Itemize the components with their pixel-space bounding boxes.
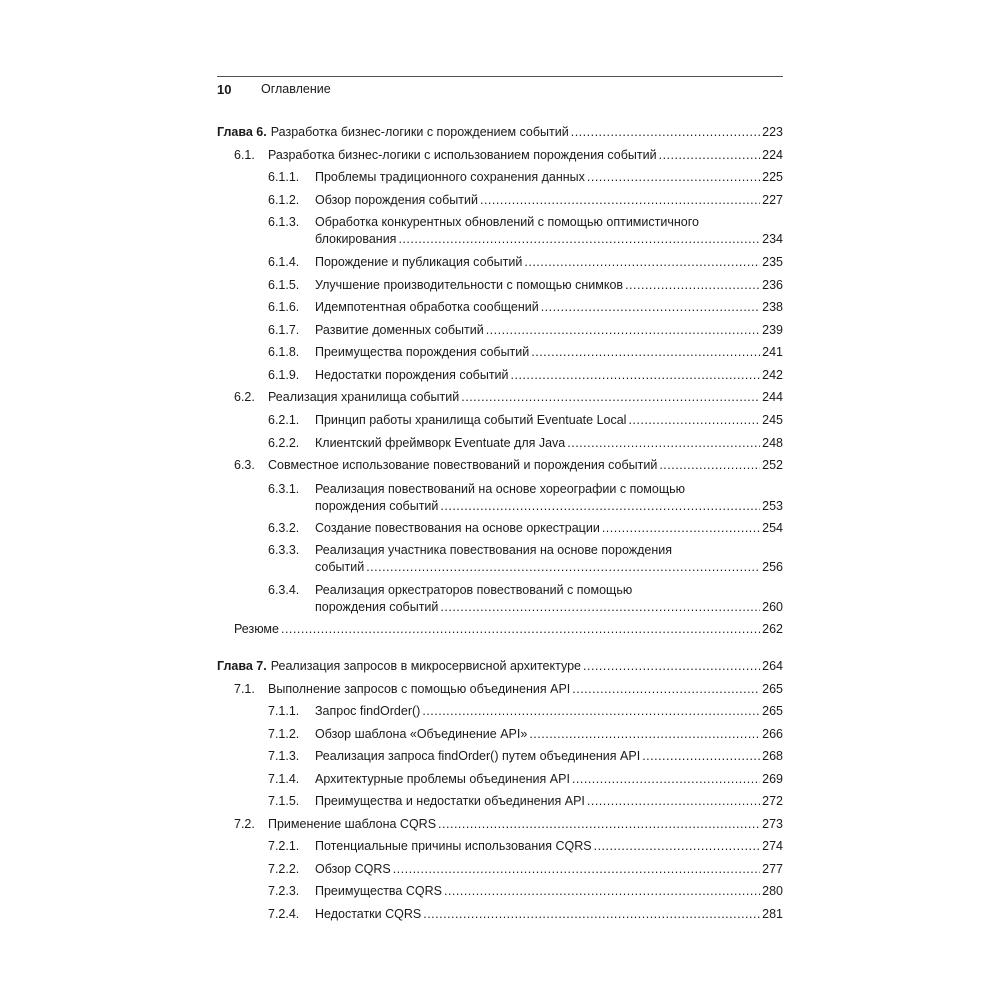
- toc-entry[interactable]: [268, 520, 783, 537]
- toc-entry-number: 6.1.9.: [268, 368, 300, 382]
- toc-entry-title: Выполнение запросов с помощью объединения API: [268, 682, 571, 696]
- dot-leader: [587, 169, 760, 186]
- toc-entry[interactable]: [234, 389, 783, 406]
- toc-entry[interactable]: [268, 883, 783, 900]
- toc-entry[interactable]: [268, 542, 783, 576]
- toc-entry-title: блокирования: [315, 232, 397, 246]
- toc-entry[interactable]: [268, 793, 783, 810]
- toc-entry[interactable]: [268, 192, 783, 209]
- chapter-label: Глава 6.: [217, 125, 267, 139]
- toc-entry[interactable]: [268, 838, 783, 855]
- dot-leader: [393, 861, 760, 878]
- dot-leader: [659, 457, 760, 474]
- toc-page-number: 274: [762, 839, 783, 853]
- toc-entry-number: 7.1.1.: [268, 704, 300, 718]
- toc-entry-title: Идемпотентная обработка сообщений: [315, 300, 539, 314]
- toc-entry-title: Порождение и публикация событий: [315, 255, 523, 269]
- dot-leader: [423, 906, 760, 923]
- toc-page-number: 248: [762, 436, 783, 450]
- toc-entry-number: 7.1.3.: [268, 749, 300, 763]
- toc-entry-title: Недостатки CQRS: [315, 907, 422, 921]
- dot-leader: [398, 231, 760, 248]
- toc-page-number: 239: [762, 323, 783, 337]
- toc-entry[interactable]: [234, 681, 783, 698]
- dot-leader: [625, 277, 760, 294]
- toc-page-number: 252: [762, 458, 783, 472]
- toc-entry-title: Обзор порождения событий: [315, 193, 478, 207]
- toc-page-number: 245: [762, 413, 783, 427]
- toc-entry-number: 6.1.6.: [268, 300, 300, 314]
- toc-entry[interactable]: [268, 322, 783, 339]
- toc-page-number: 254: [762, 521, 783, 535]
- toc-entry[interactable]: [268, 861, 783, 878]
- dot-leader: [531, 344, 760, 361]
- toc-entry[interactable]: [268, 277, 783, 294]
- dot-leader: [461, 389, 760, 406]
- toc-entry-number: 7.1.4.: [268, 772, 300, 786]
- dot-leader: [480, 192, 760, 209]
- toc-entry[interactable]: [234, 457, 783, 474]
- toc-entry-number: 6.1.3.: [268, 215, 300, 229]
- toc-entry[interactable]: [268, 481, 783, 515]
- toc-entry-title-line1: Обработка конкурентных обновлений с помощью оптимистичного: [315, 215, 699, 229]
- toc-entry-title: порождения событий: [315, 499, 439, 513]
- toc-entry[interactable]: [234, 816, 783, 833]
- toc-entry-title: Реализация хранилища событий: [268, 390, 460, 404]
- toc-entry-number: 6.1.8.: [268, 345, 300, 359]
- toc-page-number: 253: [762, 499, 783, 513]
- dot-leader: [281, 621, 760, 638]
- toc-page-number: 260: [762, 600, 783, 614]
- toc-page-number: 238: [762, 300, 783, 314]
- toc-entry-title-line1: Реализация оркестраторов повествований с помощью: [315, 583, 633, 597]
- toc-entry-title: Потенциальные причины использования CQRS: [315, 839, 592, 853]
- dot-leader: [440, 498, 760, 515]
- toc-entry-title: Реализация запросов в микросервисной архитектуре: [270, 659, 582, 673]
- toc-entry[interactable]: [234, 621, 783, 638]
- toc-entry-title: Недостатки порождения событий: [315, 368, 509, 382]
- toc-page-number: 223: [762, 125, 783, 139]
- toc-page-number: 256: [762, 560, 783, 574]
- toc-entry-title: Улучшение производительности с помощью снимков: [315, 278, 624, 292]
- toc-entry-title-line1: Реализация участника повествования на основе порождения: [315, 543, 673, 557]
- toc-entry-number: 7.2.1.: [268, 839, 300, 853]
- toc-entry-number: 7.2.3.: [268, 884, 300, 898]
- dot-leader: [524, 254, 760, 271]
- toc-entry-title-line1: Реализация повествований на основе хореографии с помощью: [315, 482, 686, 496]
- toc-entry-number: 6.1.7.: [268, 323, 300, 337]
- dot-leader: [438, 816, 760, 833]
- toc-entry-number: 6.1.1.: [268, 170, 300, 184]
- toc-entry[interactable]: [268, 299, 783, 316]
- dot-leader: [444, 883, 760, 900]
- dot-leader: [511, 367, 761, 384]
- toc-entry-title: Реализация запроса findOrder() путем объединения API: [315, 749, 641, 763]
- toc-page-number: 268: [762, 749, 783, 763]
- toc-page-number: 224: [762, 148, 783, 162]
- toc-entry-title: Принцип работы хранилища событий Eventuate Local: [315, 413, 627, 427]
- toc-entry-number: 6.2.2.: [268, 436, 300, 450]
- toc-entry-number: 7.1.: [234, 682, 255, 696]
- toc-entry-number: 7.1.5.: [268, 794, 300, 808]
- dot-leader: [602, 520, 760, 537]
- running-title: Оглавление: [261, 82, 331, 96]
- toc-page-number: 227: [762, 193, 783, 207]
- toc-entry[interactable]: [268, 726, 783, 743]
- toc-entry[interactable]: [234, 147, 783, 164]
- toc-chapter[interactable]: [217, 658, 783, 675]
- toc-entry-title: Обзор CQRS: [315, 862, 391, 876]
- dot-leader: [571, 124, 760, 141]
- toc-page-number: 242: [762, 368, 783, 382]
- toc-entry-number: 7.2.4.: [268, 907, 300, 921]
- toc-entry-title: Запрос findOrder(): [315, 704, 421, 718]
- toc-page-number: 265: [762, 704, 783, 718]
- table-of-contents: [217, 0, 783, 1000]
- toc-entry-title: Резюме: [234, 622, 279, 636]
- toc-entry[interactable]: [268, 169, 783, 186]
- toc-entry[interactable]: [268, 748, 783, 765]
- dot-leader: [659, 147, 761, 164]
- dot-leader: [642, 748, 760, 765]
- dot-leader: [594, 838, 761, 855]
- toc-page-number: 272: [762, 794, 783, 808]
- book-page: [217, 0, 783, 1000]
- dot-leader: [587, 793, 760, 810]
- toc-entry-number: 6.1.5.: [268, 278, 300, 292]
- toc-page-number: 266: [762, 727, 783, 741]
- toc-entry-title: Разработка бизнес-логики с порождением событий: [270, 125, 569, 139]
- toc-entry-title: Преимущества и недостатки объединения API: [315, 794, 585, 808]
- toc-entry-number: 6.3.2.: [268, 521, 300, 535]
- page-number: 10: [217, 82, 232, 97]
- toc-entry-title: порождения событий: [315, 600, 439, 614]
- toc-entry-title: событий: [315, 560, 365, 574]
- toc-entry-number: 7.2.: [234, 817, 255, 831]
- toc-entry[interactable]: [268, 703, 783, 720]
- dot-leader: [440, 599, 760, 616]
- dot-leader: [583, 658, 760, 675]
- toc-entry[interactable]: [268, 344, 783, 361]
- toc-page-number: 234: [762, 232, 783, 246]
- toc-page-number: 244: [762, 390, 783, 404]
- dot-leader: [572, 681, 760, 698]
- toc-entry[interactable]: [268, 582, 783, 616]
- toc-page-number: 241: [762, 345, 783, 359]
- toc-entry-title: Архитектурные проблемы объединения API: [315, 772, 570, 786]
- toc-entry[interactable]: [268, 214, 783, 248]
- toc-entry-title: Обзор шаблона «Объединение API»: [315, 727, 528, 741]
- toc-entry-number: 6.3.3.: [268, 543, 300, 557]
- dot-leader: [572, 771, 760, 788]
- toc-entry-title: Применение шаблона CQRS: [268, 817, 437, 831]
- toc-entry[interactable]: [268, 412, 783, 429]
- toc-entry-number: 6.1.4.: [268, 255, 300, 269]
- toc-page-number: 265: [762, 682, 783, 696]
- toc-entry-title: Клиентский фреймворк Eventuate для Java: [315, 436, 566, 450]
- chapter-label: Глава 7.: [217, 659, 267, 673]
- toc-entry-title: Создание повествования на основе оркестрации: [315, 521, 600, 535]
- toc-entry-title: Проблемы традиционного сохранения данных: [315, 170, 585, 184]
- toc-entry[interactable]: [268, 367, 783, 384]
- toc-entry-title: Разработка бизнес-логики с использованием порождения событий: [268, 148, 657, 162]
- dot-leader: [541, 299, 760, 316]
- toc-page-number: 264: [762, 659, 783, 673]
- toc-entry-number: 6.3.1.: [268, 482, 300, 496]
- toc-entry-title: Преимущества CQRS: [315, 884, 442, 898]
- toc-entry-number: 6.3.4.: [268, 583, 300, 597]
- dot-leader: [529, 726, 760, 743]
- toc-page-number: 235: [762, 255, 783, 269]
- toc-page-number: 236: [762, 278, 783, 292]
- dot-leader: [366, 559, 760, 576]
- toc-page-number: 273: [762, 817, 783, 831]
- toc-page-number: 281: [762, 907, 783, 921]
- toc-entry-number: 7.1.2.: [268, 727, 300, 741]
- toc-page-number: 277: [762, 862, 783, 876]
- dot-leader: [628, 412, 760, 429]
- toc-entry-number: 6.3.: [234, 458, 255, 472]
- toc-page-number: 280: [762, 884, 783, 898]
- toc-entry-title: Развитие доменных событий: [315, 323, 484, 337]
- toc-entry[interactable]: [268, 435, 783, 452]
- toc-entry-number: 6.2.: [234, 390, 255, 404]
- toc-entry-title: Совместное использование повествований и порождения событий: [268, 458, 658, 472]
- toc-page-number: 269: [762, 772, 783, 786]
- toc-entry[interactable]: [268, 771, 783, 788]
- dot-leader: [422, 703, 760, 720]
- toc-entry[interactable]: [268, 254, 783, 271]
- toc-page-number: 262: [762, 622, 783, 636]
- toc-entry-number: 6.1.2.: [268, 193, 300, 207]
- toc-entry-number: 6.2.1.: [268, 413, 300, 427]
- dot-leader: [486, 322, 760, 339]
- toc-entry-number: 6.1.: [234, 148, 255, 162]
- toc-entry-title: Преимущества порождения событий: [315, 345, 530, 359]
- toc-entry[interactable]: [268, 906, 783, 923]
- toc-chapter[interactable]: [217, 124, 783, 141]
- toc-page-number: 225: [762, 170, 783, 184]
- toc-entry-number: 7.2.2.: [268, 862, 300, 876]
- dot-leader: [567, 435, 760, 452]
